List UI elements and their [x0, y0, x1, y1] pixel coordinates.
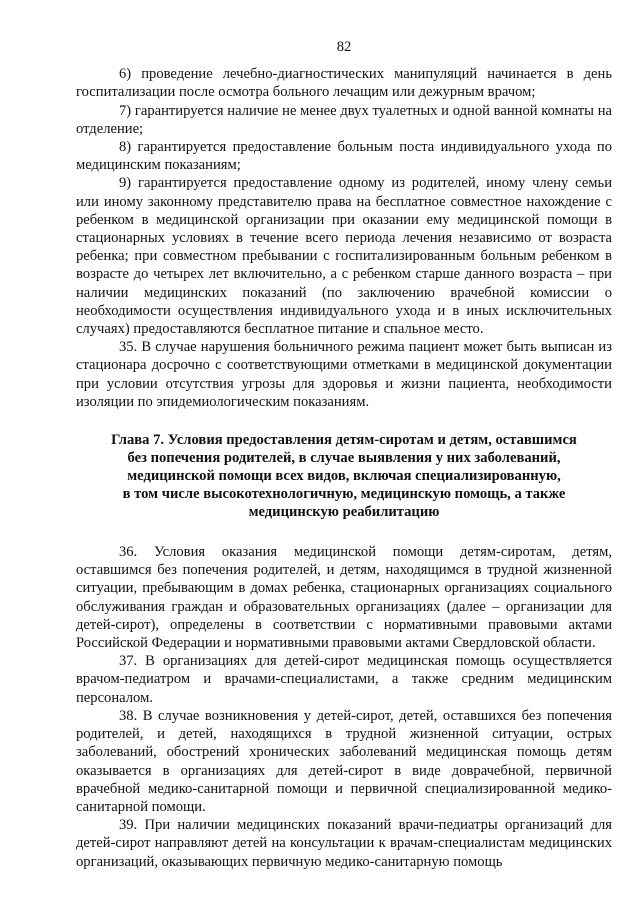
chapter-heading-line: медицинской помощи всех видов, включая специализированную, — [127, 468, 561, 485]
chapter-heading-line: без попечения родителей, в случае выявления у них заболеваний, — [127, 450, 561, 467]
chapter-heading-line: медицинскую реабилитацию — [248, 504, 440, 521]
paragraph-item-7: 7) гарантируется наличие не менее двух туалетных и одной ванной комнаты на отделение; — [76, 102, 612, 137]
paragraph-clause-38: 38. В случае возникновения у детей-сирот, детей, оставшихся без попечения родителей, и детей, находящихся в трудной жизненной ситуации, острых заболеваний, обострений хронических заболеваний медицинская помощь детям оказывается в организациях для детей-сирот в виде доврачебной, первичной врачебной медико-санитарной помощи и первичной специализированной медико-санитарной помощи. — [76, 707, 612, 815]
paragraph-item-6: 6) проведение лечебно-диагностических манипуляций начинается в день госпитализации после осмотра больного лечащим или дежурным врачом; — [76, 66, 612, 101]
chapter-heading — [76, 431, 612, 521]
paragraph-clause-39: 39. При наличии медицинских показаний врачи-педиатры организаций для детей-сирот направляют детей на консультации к врачам-специалистам медицинских организаций, оказывающих первичную медико-санитарную помощь — [76, 817, 612, 870]
chapter-heading-line: в том числе высокотехнологичную, медицинскую помощь, а также — [122, 486, 566, 503]
page-number: 82 — [336, 39, 352, 55]
paragraph-item-9: 9) гарантируется предоставление одному из родителей, иному члену семьи или иному законному представителю права на бесплатное совместное нахождение с ребенком в медицинской организации при оказании ему медицинской помощи в стационарных условиях в течение всего периода лечения независимо от возраста ребенка; при совместном пребывании с госпитализированным больным ребенком в возрасте до четырех лет включительно, а с ребенком старше данного возраста – при наличии медицинских показаний (по заключению врачебной комиссии о необходимости осуществления индивидуального ухода и в иных исключительных случаях) предоставляются бесплатное питание и спальное место. — [76, 175, 612, 338]
document-page — [76, 38, 612, 871]
paragraph-clause-36: 36. Условия оказания медицинской помощи детям-сиротам, детям, оставшимся без попечения родителей, и детям, находящимся в трудной жизненной ситуации, пребывающим в домах ребенка, стационарных организациях социального обслуживания граждан и образовательных организациях (далее – организации для детей-сирот), определены в соответствии с нормативными правовыми актами Российской Федерации и нормативными правовыми актами Свердловской области. — [76, 544, 612, 652]
paragraph-clause-35: 35. В случае нарушения больничного режима пациент может быть выписан из стационара досрочно с соответствующими отметками в медицинской документации при условии отсутствия угрозы для здоровья и жизни пациента, необходимости изоляции по эпидемиологическим показаниям. — [76, 339, 612, 410]
paragraph-clause-37: 37. В организациях для детей-сирот медицинская помощь осуществляется врачом-педиатром и врачами-специалистами, а также средним медицинским персоналом. — [76, 653, 612, 706]
paragraph-item-8: 8) гарантируется предоставление больным поста индивидуального ухода по медицинским показаниям; — [76, 139, 612, 174]
chapter-heading-line: Глава 7. Условия предоставления детям-сиротам и детям, оставшимся — [111, 432, 577, 449]
